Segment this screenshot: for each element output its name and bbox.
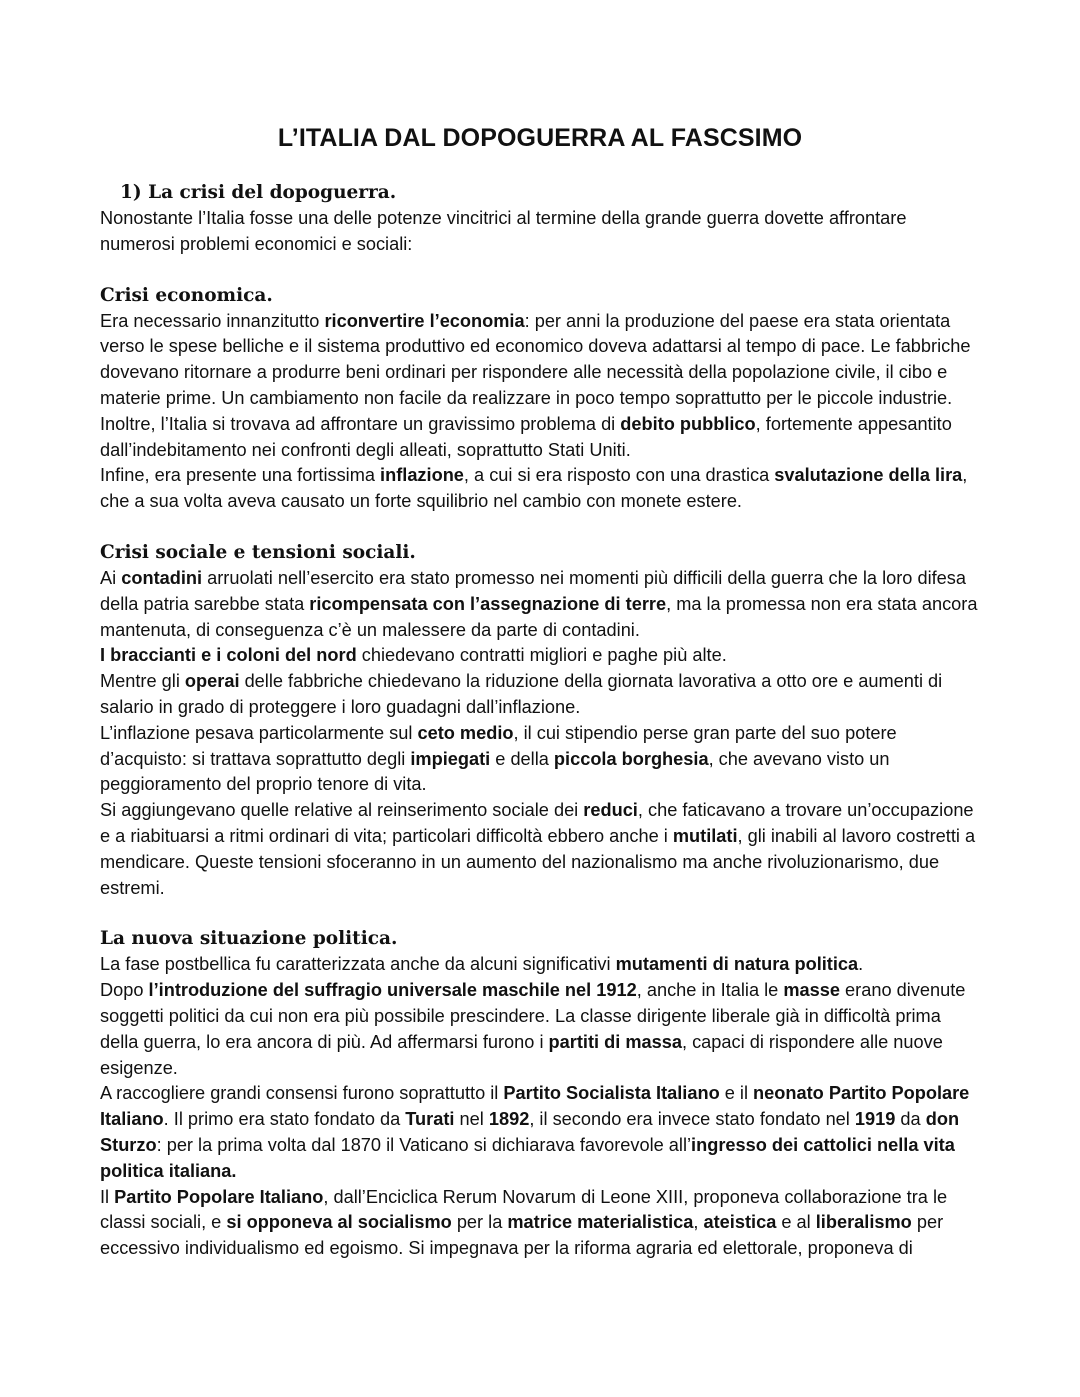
document-body [100,180,984,1262]
text-run: , a cui si era risposto con una drastica [463,465,775,486]
text-run: , che faticavano a trovare un’occupazione e a riabituarsi a ritmi ordinari di vita; particolari difficoltà ebbero anche i [100,800,974,846]
bold-text: piccola borghesia [553,748,709,769]
text-run: nel [454,1109,489,1130]
bold-text: ingresso dei cattolici nella vita politica italiana. [100,1134,955,1181]
text-run: Infine, era presente una fortissima [100,465,381,486]
text-run: arruolati nell’esercito era stato promesso nei momenti più difficili della guerra che la loro difesa della patria sarebbe stata [100,567,966,614]
text-run: per la [451,1212,508,1233]
text-run: Il [100,1186,115,1207]
page-title: L’ITALIA DAL DOPOGUERRA AL FASCSIMO [277,124,803,152]
text-run: , che avevano visto un peggioramento del proprio tenore di vita. [100,748,890,795]
bold-text: mutamenti di natura politica [615,954,859,975]
text-run: , anche in Italia le [636,980,784,1001]
bold-text: ricompensata con l’assegnazione di terre [309,593,667,614]
paragraph [100,643,984,669]
text-run: , dall’Enciclica Rerum Novarum di Leone XIII, proponeva collaborazione tra le classi sociali, e [100,1186,948,1233]
paragraph [100,1081,984,1184]
paragraph [100,798,984,901]
text-run: erano divenute soggetti politici da cui non era più possibile prescindere. La classe dirigente liberale già in difficoltà prima della guerra, lo era ancora di più. Ad affermarsi furono i [100,980,966,1052]
text-run: Mentre gli [100,671,185,692]
bold-text: riconvertire l’economia [324,310,525,331]
text-run: . [858,954,864,975]
paragraph [100,669,984,721]
text-run: , [693,1212,704,1233]
text-run: , capaci di rispondere alle nuove esigenze. [100,1031,943,1078]
bold-text: reduci [583,800,638,821]
section-heading: La nuova situazione politica. [100,928,398,950]
bold-text: ateistica [703,1212,777,1233]
text-run: e della [490,748,554,769]
bold-text: masse [783,980,840,1001]
paragraph [100,978,984,1081]
text-run: L’inflazione pesava particolarmente sul [100,722,418,743]
section-spacer [100,515,984,540]
section-heading: Crisi economica. [100,284,273,306]
text-run: La fase postbellica fu caratterizzata anche da alcuni significativi [100,954,616,975]
paragraph [100,566,984,643]
text-run: . Il primo era stato fondato da [163,1109,406,1130]
paragraph [100,206,984,258]
bold-text: ceto medio [417,722,514,743]
bold-text: partiti di massa [548,1031,682,1052]
bold-text: mutilati [672,825,738,846]
bold-text: inflazione [380,465,464,486]
bold-text: contadini [121,567,203,588]
section-spacer [100,258,984,283]
bold-text: Partito Socialista Italiano [503,1083,720,1104]
bold-text: si opponeva al socialismo [226,1212,452,1233]
text-run: Si aggiungevano quelle relative al reinserimento sociale dei [100,800,584,821]
bold-text: I braccianti e i coloni del nord [100,645,357,666]
bold-text: 1892 [488,1109,530,1130]
text-run: Dopo [100,980,149,1001]
paragraph [100,1185,984,1262]
section-spacer [100,901,984,926]
text-run: e il [719,1083,754,1104]
text-run: , gli inabili al lavoro costretti a mendicare. Queste tensioni sfoceranno in un aumento del nazionalismo ma anche rivoluzionarismo, due estremi. [100,825,976,898]
section-heading: Crisi sociale e tensioni sociali. [100,541,416,563]
text-run: per eccessivo individualismo ed egoismo. Si impegnava per la riforma agraria ed elettorale, proponeva di [100,1212,944,1259]
bold-text: Partito Popolare Italiano [114,1186,324,1207]
text-run: , il secondo era invece stato fondato nel [529,1109,855,1130]
bold-text: matrice materialistica [507,1212,694,1233]
text-run: Nonostante l’Italia fosse una delle potenze vincitrici al termine della grande guerra dovette affrontare numerosi problemi economici e sociali: [100,208,907,254]
bold-text: 1919 [854,1109,896,1130]
bold-text: impiegati [410,748,491,769]
bold-text: neonato Partito Popolare Italiano [100,1083,970,1130]
bold-text: debito pubblico [620,413,756,434]
section-heading: 1) La crisi del dopoguerra. [120,182,397,203]
text-run: : per anni la produzione del paese era stata orientata verso le spese belliche e il sistema produttivo ed economico doveva adattarsi al tempo di pace. Le fabbriche dovevano ritornare a produrre beni ordinari per rispondere alle necessità della popolazione civile, il cibo e materie prime. Un cambiamento non facile da realizzare in poco tempo soprattutto per le piccole industrie. [100,310,971,408]
paragraph [100,463,984,515]
text-run: da [895,1109,926,1130]
text-run: Ai [100,567,122,588]
bold-text: don Sturzo [100,1109,960,1155]
text-run: : per la prima volta dal 1870 il Vaticano si dichiarava favorevole all’ [156,1134,692,1155]
bold-text: l’introduzione del suffragio universale maschile nel 1912 [148,980,637,1001]
text-run: , che a sua volta aveva causato un forte squilibrio nel cambio con monete estere. [100,465,968,512]
text-run: chiedevano contratti migliori e paghe più alte. [356,645,727,666]
text-run: , il cui stipendio perse gran parte del suo potere d’acquisto: si trattava soprattutto degli [100,722,897,769]
bold-text: liberalismo [815,1212,912,1233]
text-run: A raccogliere grandi consensi furono soprattutto il [100,1083,504,1104]
text-run: , ma la promessa non era stata ancora mantenuta, di conseguenza c’è un malessere da parte di contadini. [100,593,978,640]
paragraph [100,309,984,412]
bold-text: operai [184,671,240,692]
text-run: Inoltre, l’Italia si trovava ad affrontare un gravissimo problema di [100,413,621,434]
text-run: delle fabbriche chiedevano la riduzione della giornata lavorativa a otto ore e aumenti di salario in grado di proteggere i loro guadagni dall’inflazione. [100,671,943,717]
bold-text: svalutazione della lira [774,465,963,486]
paragraph [100,721,984,798]
paragraph [100,412,984,464]
text-run: , fortemente appesantito dall’indebitamento nei confronti degli alleati, soprattutto Stati Uniti. [100,413,952,460]
bold-text: Turati [405,1109,455,1130]
text-run: e al [776,1212,816,1233]
text-run: Era necessario innanzitutto [100,310,325,331]
paragraph [100,952,984,978]
